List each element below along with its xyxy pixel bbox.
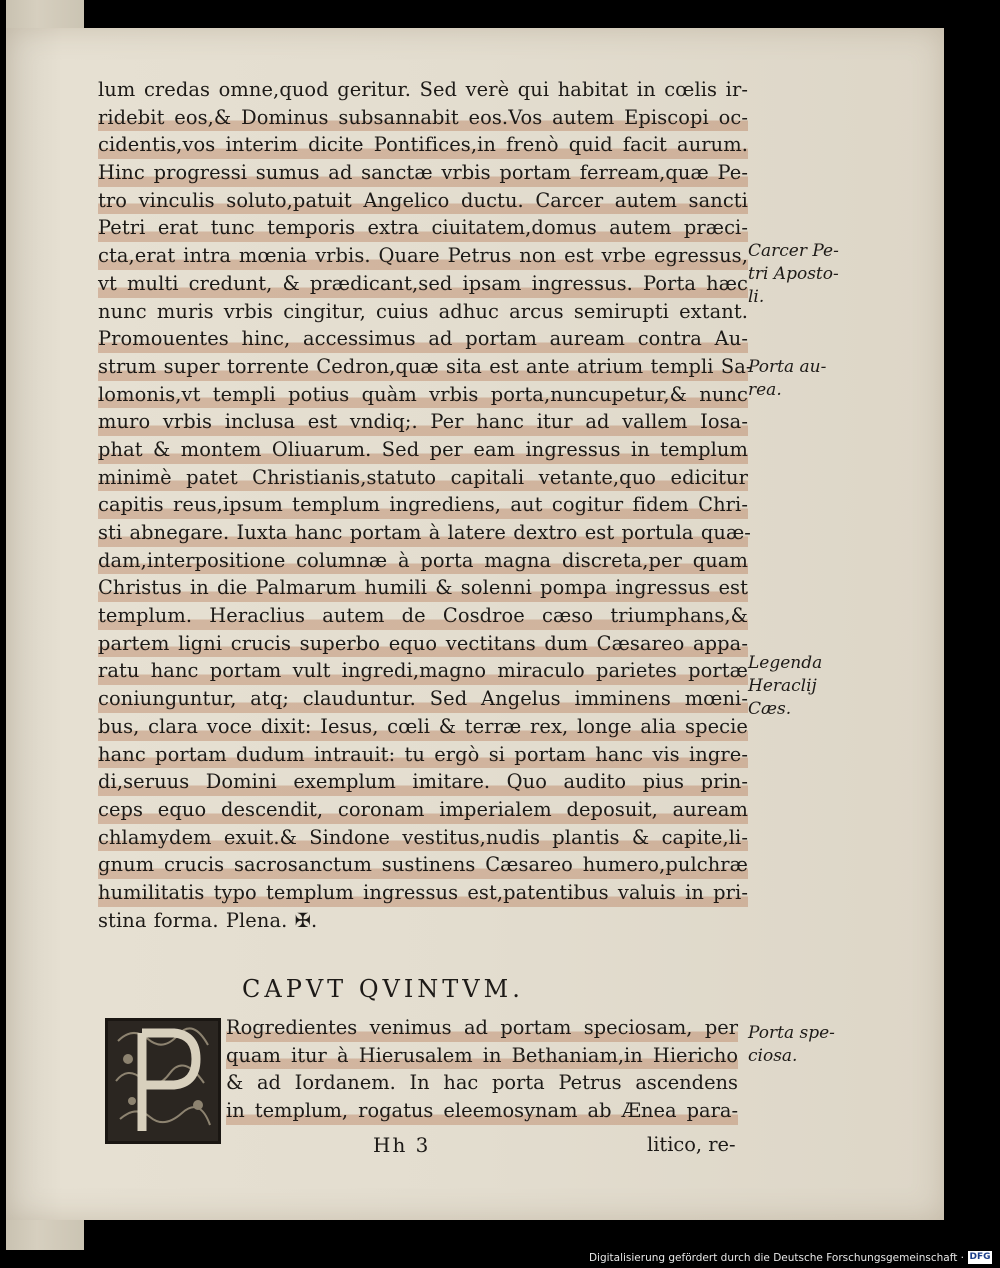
chapter-heading: CAPVT QVINTVM. [242,975,524,1003]
text-line: lomonis,vt templi potius quàm vrbis porta,nuncupetur,& nunc [98,381,748,409]
text-line: cidentis,vos interim dicite Pontifices,in frenò quid facit aurum. [98,131,748,159]
text-line: dam,interpositione columnæ à porta magna discreta,per quam [98,547,748,575]
text-line: tro vinculis soluto,patuit Angelico ductu. Carcer autem sancti [98,187,748,215]
text-line: phat & montem Oliuarum. Sed per eam ingressus in templum [98,436,748,464]
text-line: sti abnegare. Iuxta hanc portam à latere dextro est portula quæ- [98,519,748,547]
text-line: vt multi credunt, & prædicant,sed ipsam ingressus. Porta hæc [98,270,748,298]
digitization-credit: Digitalisierung gefördert durch die Deutsche Forschungsgemeinschaft · [588,1252,964,1264]
marginal-note-legenda-heraclij: Legenda Heraclij Cæs. [748,653,823,719]
marginal-note-porta-speciosa: Porta spe- ciosa. [748,1023,835,1066]
marginal-note-carcer: Carcer Pe- tri Aposto- li. [748,241,839,307]
chapter-text-block [226,1014,738,1125]
text-line: templum. Heraclius autem de Cosdroe cæso triumphans,& [98,602,748,630]
signature-mark: Hh 3 [373,1133,431,1157]
text-line: lum credas omne,quod geritur. Sed verè qui habitat in cœlis ir- [98,78,748,101]
text-line: Rogredientes venimus ad portam speciosam, per [226,1014,738,1042]
text-line: Petri erat tunc temporis extra ciuitatem,domus autem præci- [98,214,748,242]
text-line: nunc muris vrbis cingitur, cuius adhuc arcus semirupti extant. [98,299,748,323]
text-line: Promouentes hinc, accessimus ad portam auream contra Au- [98,325,748,353]
text-line: quam itur à Hierusalem in Bethaniam,in Hiericho [226,1042,738,1070]
catchword: litico, re- [647,1133,736,1156]
text-line: Hinc progressi sumus ad sanctæ vrbis portam ferream,quæ Pe- [98,159,748,187]
text-line: di,seruus Domini exemplum imitare. Quo audito pius prin- [98,768,748,796]
text-line: ridebit eos,& Dominus subsannabit eos.Vos autem Episcopi oc- [98,104,748,132]
text-line: coniunguntur, atq; clauduntur. Sed Angelus imminens mœni- [98,685,748,713]
dropcap-letter: P [108,1021,109,1022]
text-line: bus, clara voce dixit: Iesus, cœli & terræ rex, longe alia specie [98,713,748,741]
text-line: ratu hanc portam vult ingredi,magno miraculo parietes portæ [98,657,748,685]
text-line: chlamydem exuit.& Sindone vestitus,nudis plantis & capite,li- [98,824,748,852]
dfg-logo: DFG [969,1252,991,1262]
decorated-initial [105,1018,221,1144]
text-line: minimè patet Christianis,statuto capitali vetante,quo edicitur [98,464,748,492]
text-line: stina forma. Plena. ✠. [98,908,318,932]
text-line: muro vrbis inclusa est vndiq;. Per hanc itur ad vallem Iosa- [98,408,748,436]
text-line: capitis reus,ipsum templum ingrediens, aut cogitur fidem Chri- [98,491,748,519]
text-line: gnum crucis sacrosanctum sustinens Cæsareo humero,pulchræ [98,851,748,879]
text-line: ceps equo descendit, coronam imperialem deposuit, auream [98,796,748,824]
text-line: in templum, rogatus eleemosynam ab Ænea para- [226,1097,738,1125]
main-text-block [98,76,753,934]
marginal-note-porta-aurea: Porta au- rea. [748,357,827,400]
text-line: humilitatis typo templum ingressus est,patentibus valuis in pri- [98,879,748,907]
ornament-initial-image [108,1021,218,1141]
text-line: strum super torrente Cedron,quæ sita est ante atrium templi Sa- [98,353,748,381]
text-line: hanc portam dudum intrauit: tu ergò si portam hanc vis ingre- [98,741,748,769]
text-line: partem ligni crucis superbo equo vectitans dum Cæsareo appa- [98,630,748,658]
text-line: cta,erat intra mœnia vrbis. Quare Petrus non est vrbe egressus, [98,242,748,270]
text-line: Christus in die Palmarum humili & solenni pompa ingressus est [98,574,748,602]
text-line: & ad Iordanem. In hac porta Petrus ascendens [226,1071,738,1095]
